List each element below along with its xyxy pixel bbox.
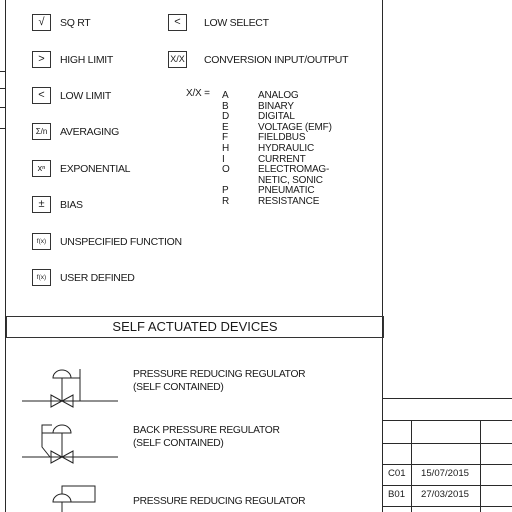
revision-table-border xyxy=(383,464,512,465)
revision-table-border xyxy=(383,420,512,421)
device-label-line: (SELF CONTAINED) xyxy=(133,437,224,449)
conversion-code: O xyxy=(222,164,230,176)
function-label-conversion: CONVERSION INPUT/OUTPUT xyxy=(204,54,349,66)
conversion-meaning: FIELDBUS xyxy=(258,132,306,144)
function-label-user-defined: USER DEFINED xyxy=(60,272,135,284)
function-label-low-select: LOW SELECT xyxy=(204,17,269,29)
function-label-sq-rt: SQ RT xyxy=(60,17,91,29)
conversion-meaning: PNEUMATIC xyxy=(258,185,315,197)
revision-code: C01 xyxy=(388,468,406,479)
conversion-code: R xyxy=(222,195,230,207)
function-label-exponential: EXPONENTIAL xyxy=(60,163,131,175)
conversion-meaning: ELECTROMAG- xyxy=(258,164,330,176)
conversion-code: B xyxy=(222,100,229,112)
revision-table-border xyxy=(383,506,512,507)
device-label-1 xyxy=(133,369,305,394)
greater-than-icon: > xyxy=(32,51,51,68)
conversion-meaning: BINARY xyxy=(258,100,294,112)
function-label-high-limit: HIGH LIMIT xyxy=(60,54,114,66)
device-label-line: PRESSURE REDUCING REGULATOR xyxy=(133,496,306,507)
conversion-code: F xyxy=(222,132,228,144)
device-label-2 xyxy=(133,425,280,450)
revision-date: 27/03/2015 xyxy=(421,489,470,500)
left-border xyxy=(5,0,6,512)
section-title-self-actuated: SELF ACTUATED DEVICES xyxy=(6,316,384,338)
conversion-code: A xyxy=(222,90,229,101)
conversion-meaning: ANALOG xyxy=(258,90,299,101)
conversion-meaning-list xyxy=(258,91,332,208)
function-label-low-limit: LOW LIMIT xyxy=(60,90,111,102)
revision-table-divider xyxy=(480,420,481,512)
edge-tick xyxy=(0,71,5,72)
revision-table-border xyxy=(383,443,512,444)
edge-tick xyxy=(0,107,5,108)
conversion-meaning: HYDRAULIC xyxy=(258,142,314,154)
conversion-meaning: CURRENT xyxy=(258,153,306,165)
revision-table-border xyxy=(383,398,512,399)
conversion-prefix: X/X = xyxy=(186,88,210,99)
sigma-over-n-icon: Σ/n xyxy=(32,123,51,140)
conversion-meaning: DIGITAL xyxy=(258,111,295,123)
revision-code: B01 xyxy=(388,489,406,500)
function-label-averaging: AVERAGING xyxy=(60,126,119,138)
edge-tick xyxy=(0,88,5,89)
conversion-code: I xyxy=(222,153,225,165)
device-label-line: BACK PRESSURE REGULATOR xyxy=(133,425,280,436)
conversion-meaning: VOLTAGE (EMF) xyxy=(258,121,332,133)
square-root-icon: √ xyxy=(32,14,51,31)
conversion-code: E xyxy=(222,121,229,133)
plus-minus-icon: ± xyxy=(32,196,51,213)
conversion-meaning: NETIC, SONIC xyxy=(258,174,323,186)
less-than-icon: < xyxy=(32,87,51,104)
right-border xyxy=(382,0,383,512)
revision-table-divider xyxy=(411,420,412,512)
less-than-icon: < xyxy=(168,14,187,31)
conversion-code: H xyxy=(222,142,230,154)
conversion-code: P xyxy=(222,185,229,197)
revision-date: 15/07/2015 xyxy=(421,468,470,479)
revision-table-border xyxy=(383,485,512,486)
function-label-unspecified: UNSPECIFIED FUNCTION xyxy=(60,236,182,248)
function-icon: f(x) xyxy=(32,269,51,286)
conversion-code: D xyxy=(222,111,230,123)
device-label-line: PRESSURE REDUCING REGULATOR xyxy=(133,369,306,380)
conversion-icon: X/X xyxy=(168,51,187,68)
back-pressure-regulator-icon xyxy=(20,413,120,468)
conversion-meaning: RESISTANCE xyxy=(258,195,320,207)
function-label-bias: BIAS xyxy=(60,199,83,211)
conversion-code-list xyxy=(222,91,230,208)
device-label-3 xyxy=(133,496,305,509)
device-label-line: (SELF CONTAINED) xyxy=(133,381,224,393)
function-icon: f(x) xyxy=(32,233,51,250)
pressure-reducing-regulator-external-icon xyxy=(20,480,120,512)
exponent-icon: xⁿ xyxy=(32,160,51,177)
pressure-reducing-regulator-icon xyxy=(20,360,120,410)
edge-tick xyxy=(0,128,5,129)
